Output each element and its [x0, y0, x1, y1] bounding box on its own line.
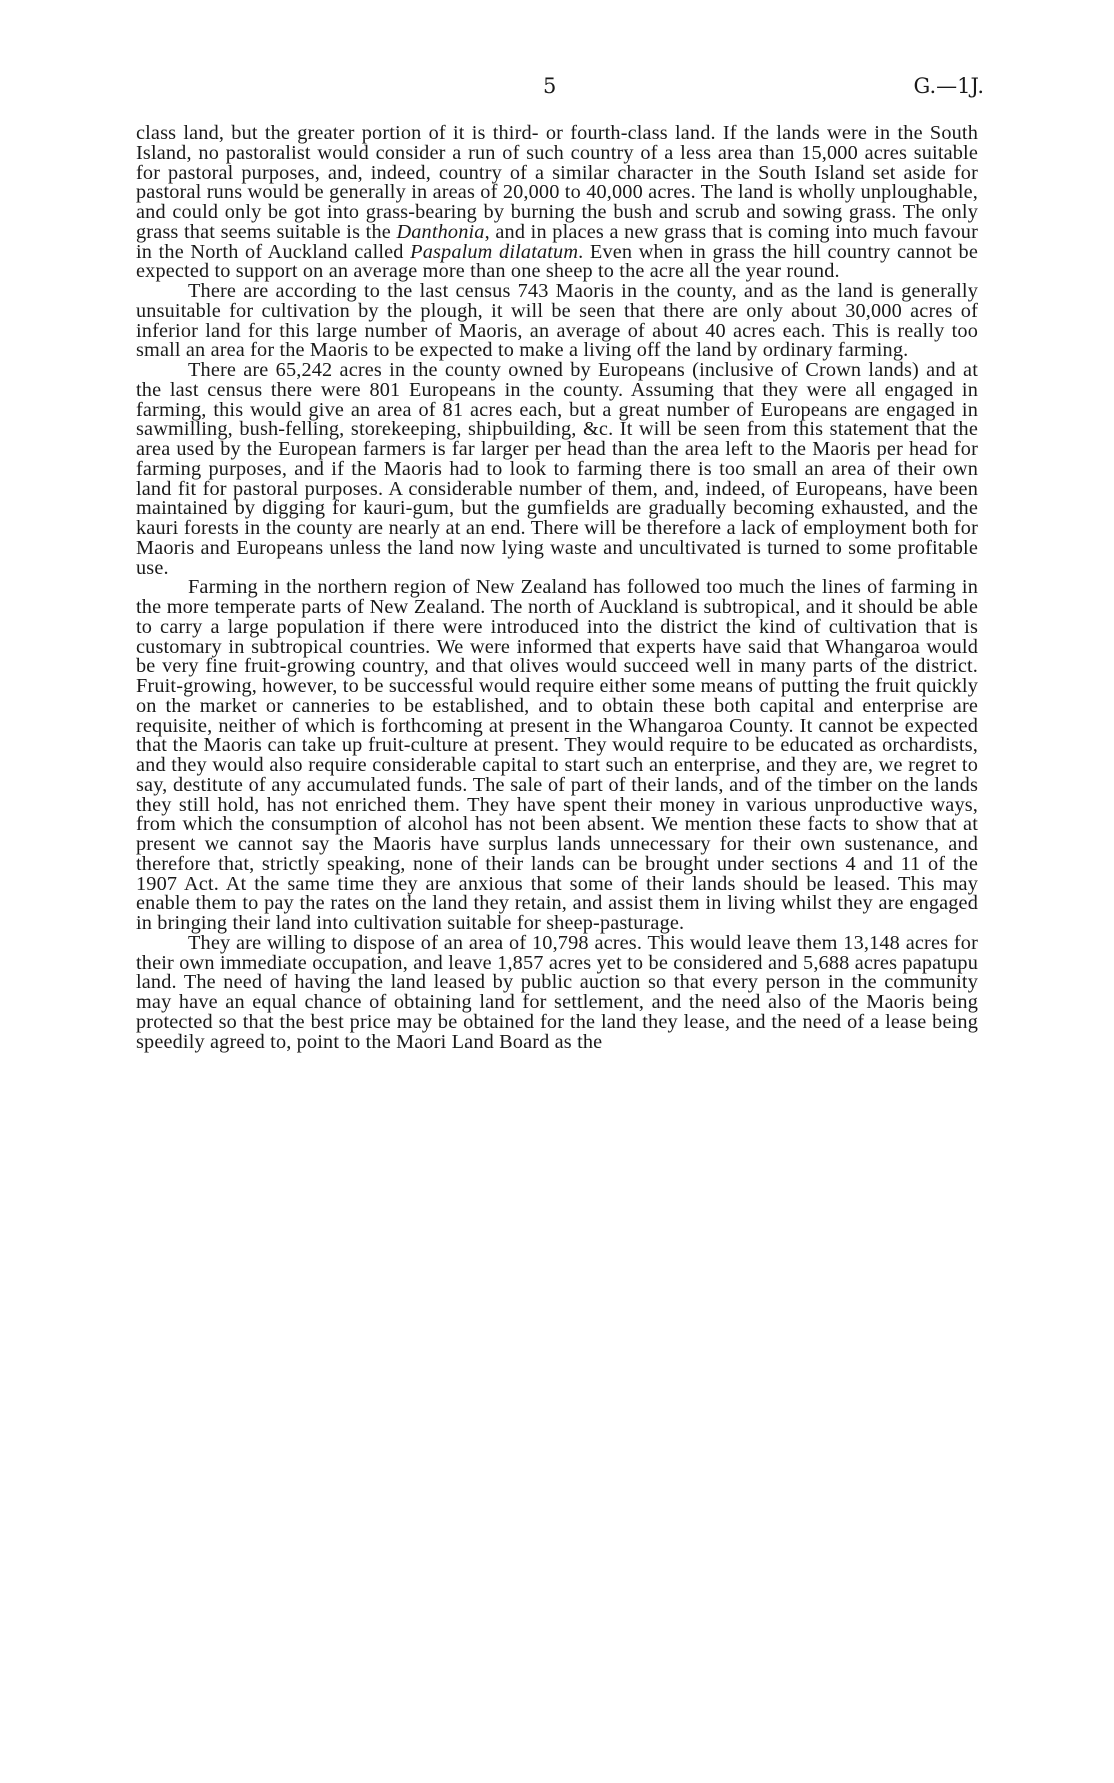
paragraph	[136, 124, 978, 282]
text-run: Farming in the northern region of New Zealand has followed too much the lines of farming in the more temperate parts of New Zealand. The north of Auckland is subtropical, and it should be able to carry a large population if there were introduced into the district the kind of cultivation that is customary in subtropical countries. We were informed that experts have said that Whangaroa would be very fine fruit-growing country, and that olives would succeed well in many parts of the district. Fruit-growing, however, to be successful would require either some means of putting the fruit quickly on the market or canneries to be established, and to obtain these both capital and enterprise are requisite, neither of which is forthcoming at present in the Whangaroa County. It cannot be expected that the Maoris can take up fruit-culture at present. They would require to be educated as orchardists, and they would also require considerable capital to start such an enterprise, and they are, we regret to say, destitute of any accumulated funds. The sale of part of their lands, and of the timber on the lands they still hold, has not enriched them. They have spent their money in various unproductive ways, from which the consumption of alcohol has not been absent. We mention these facts to show that at present we cannot say the Maoris have surplus lands unnecessary for their own sustenance, and therefore that, strictly speaking, none of their lands can be brought under sections 4 and 11 of the 1907 Act. At the same time they are anxious that some of their lands should be leased. This may enable them to pay the rates on the land they retain, and assist them in living whilst they are engaged in bringing their land into cultivation suitable for sheep-pasturage.	[136, 576, 978, 934]
paragraph	[136, 931, 978, 1053]
text-run: There are according to the last census 743 Maoris in the county, and as the land is generally unsuitable for cultivation by the plough, it will be seen that there are only about 30,000 acres of inferior land for this large number of Maoris, an average of about 40 acres each. This is really too small an area for the Maoris to be expected to make a living off the land by ordinary farming.	[136, 280, 978, 362]
text-run: , and in places a new grass that is coming into much favour in the North of Auckland called	[136, 220, 978, 263]
paragraph	[136, 361, 978, 578]
text-run: There are 65,242 acres in the county owned by Europeans (inclusive of Crown lands) and at the last census there were 801 Europeans in the county. Assuming that they were all engaged in farming, this would give an area of 81 acres each, but a great number of Europeans are engaged in sawmilling, bush-felling, storekeeping, shipbuilding, &c. It will be seen from this statement that the area used by the European farmers is far larger per head than the area left to the Maoris per head for farming purposes, and if the Maoris had to look to farming there is too small an area of their own land fit for pastoral purposes. A considerable number of them, and, indeed, of Europeans, have been maintained by digging for kauri-gum, but the gumfields are gradually becoming exhausted, and the kauri forests in the county are nearly at an end. There will be therefore a lack of employment both for Maoris and Europeans unless the land now lying waste and uncultivated is turned to some profitable use.	[136, 359, 978, 579]
paragraph	[136, 578, 978, 934]
text-run: . Even when in grass the hill country cannot be expected to support on an average more than one sheep to the acre all the year round.	[136, 240, 978, 283]
species-name: Danthonia	[396, 220, 485, 243]
document-reference: G.—1J.	[913, 74, 984, 98]
text-run: class land, but the greater portion of it is third- or fourth-class land. If the lands were in the South Island, no pastoralist would consider a run of such country of a less area than 15,000 acres suitable for pastoral purposes, and, indeed, country of a similar character in the South Island set aside for pastoral runs would be generally in areas of 20,000 to 40,000 acres. The land is wholly unploughable, and could only be got into grass-bearing by burning the bush and scrub and sowing grass. The only grass that seems suitable is the	[136, 122, 978, 243]
paragraph	[136, 282, 978, 361]
body-text	[136, 124, 978, 1052]
text-run: They are willing to dispose of an area of 10,798 acres. This would leave them 13,148 acres for their own immediate occupation, and leave 1,857 acres yet to be considered and 5,688 acres papatupu land. The need of having the land leased by public auction so that every person in the community may have an equal chance of obtaining land for settlement, and the need also of the Maoris being protected so that the best price may be obtained for the land they lease, and the need of a lease being speedily agreed to, point to the Maori Land Board as the	[136, 931, 978, 1053]
page-number: 5	[543, 74, 557, 98]
page-header	[0, 74, 1114, 104]
species-name: Paspalum dilatatum	[410, 240, 579, 263]
